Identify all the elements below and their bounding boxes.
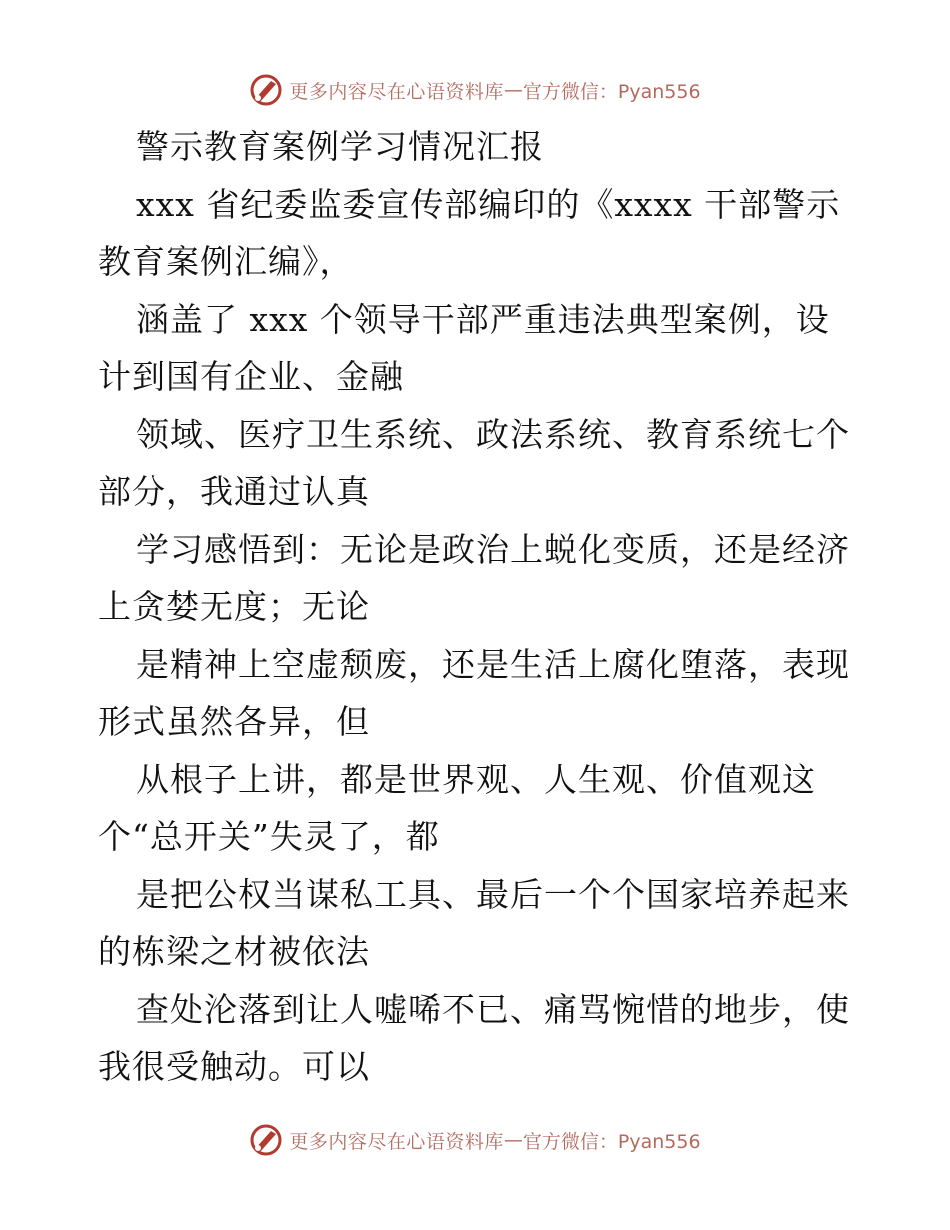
pen-circle-logo-icon <box>249 1123 283 1157</box>
watermark-site-text: 更多内容尽在心语资料库 <box>289 1130 504 1153</box>
pen-circle-logo-icon <box>249 73 283 107</box>
document-body <box>98 118 858 1096</box>
paragraph-line: 部分，我通过认真 <box>98 472 370 511</box>
footer-watermark <box>0 1120 950 1160</box>
paragraph-line: 计到国有企业、金融 <box>98 357 404 396</box>
paragraph-line: 查处沦落到让人嘘唏不已、痛骂惋惜的地步，使 <box>136 989 850 1029</box>
paragraph-line: 学习感悟到：无论是政治上蜕化变质，还是经济 <box>136 529 850 569</box>
paragraph-line: 领域、医疗卫生系统、政法系统、教育系统七个 <box>136 414 850 454</box>
document-title: 警示教育案例学习情况汇报 <box>136 127 544 166</box>
watermark-wechat-text: 官方微信：Pyan556 <box>522 1130 701 1153</box>
watermark-wechat-text: 官方微信：Pyan556 <box>522 80 701 103</box>
paragraph-line: 我很受触动。可以 <box>98 1047 370 1086</box>
paragraph-line: 涵盖了 xxx 个领导干部严重违法典型案例，设 <box>136 299 830 339</box>
watermark-site-text: 更多内容尽在心语资料库 <box>289 80 504 103</box>
paragraph-line: 上贪婪无度；无论 <box>98 587 370 626</box>
paragraph-line: 是把公权当谋私工具、最后一个个国家培养起来 <box>136 874 850 914</box>
watermark-separator: — <box>503 1129 523 1151</box>
paragraph-line: 个“总开关”失灵了，都 <box>98 817 440 856</box>
paragraph-line: 形式虽然各异，但 <box>98 702 370 741</box>
paragraph-line: 是精神上空虚颓废，还是生活上腐化堕落，表现 <box>136 644 850 684</box>
paragraph-line: 教育案例汇编》， <box>98 242 354 281</box>
header-watermark <box>0 70 950 110</box>
paragraph-line: 的栋梁之材被依法 <box>98 932 370 971</box>
paragraph-line: xxx 省纪委监委宣传部编印的《xxxx 干部警示 <box>136 184 841 224</box>
watermark-separator: — <box>503 79 523 101</box>
paragraph-line: 从根子上讲，都是世界观、人生观、价值观这 <box>136 759 816 799</box>
